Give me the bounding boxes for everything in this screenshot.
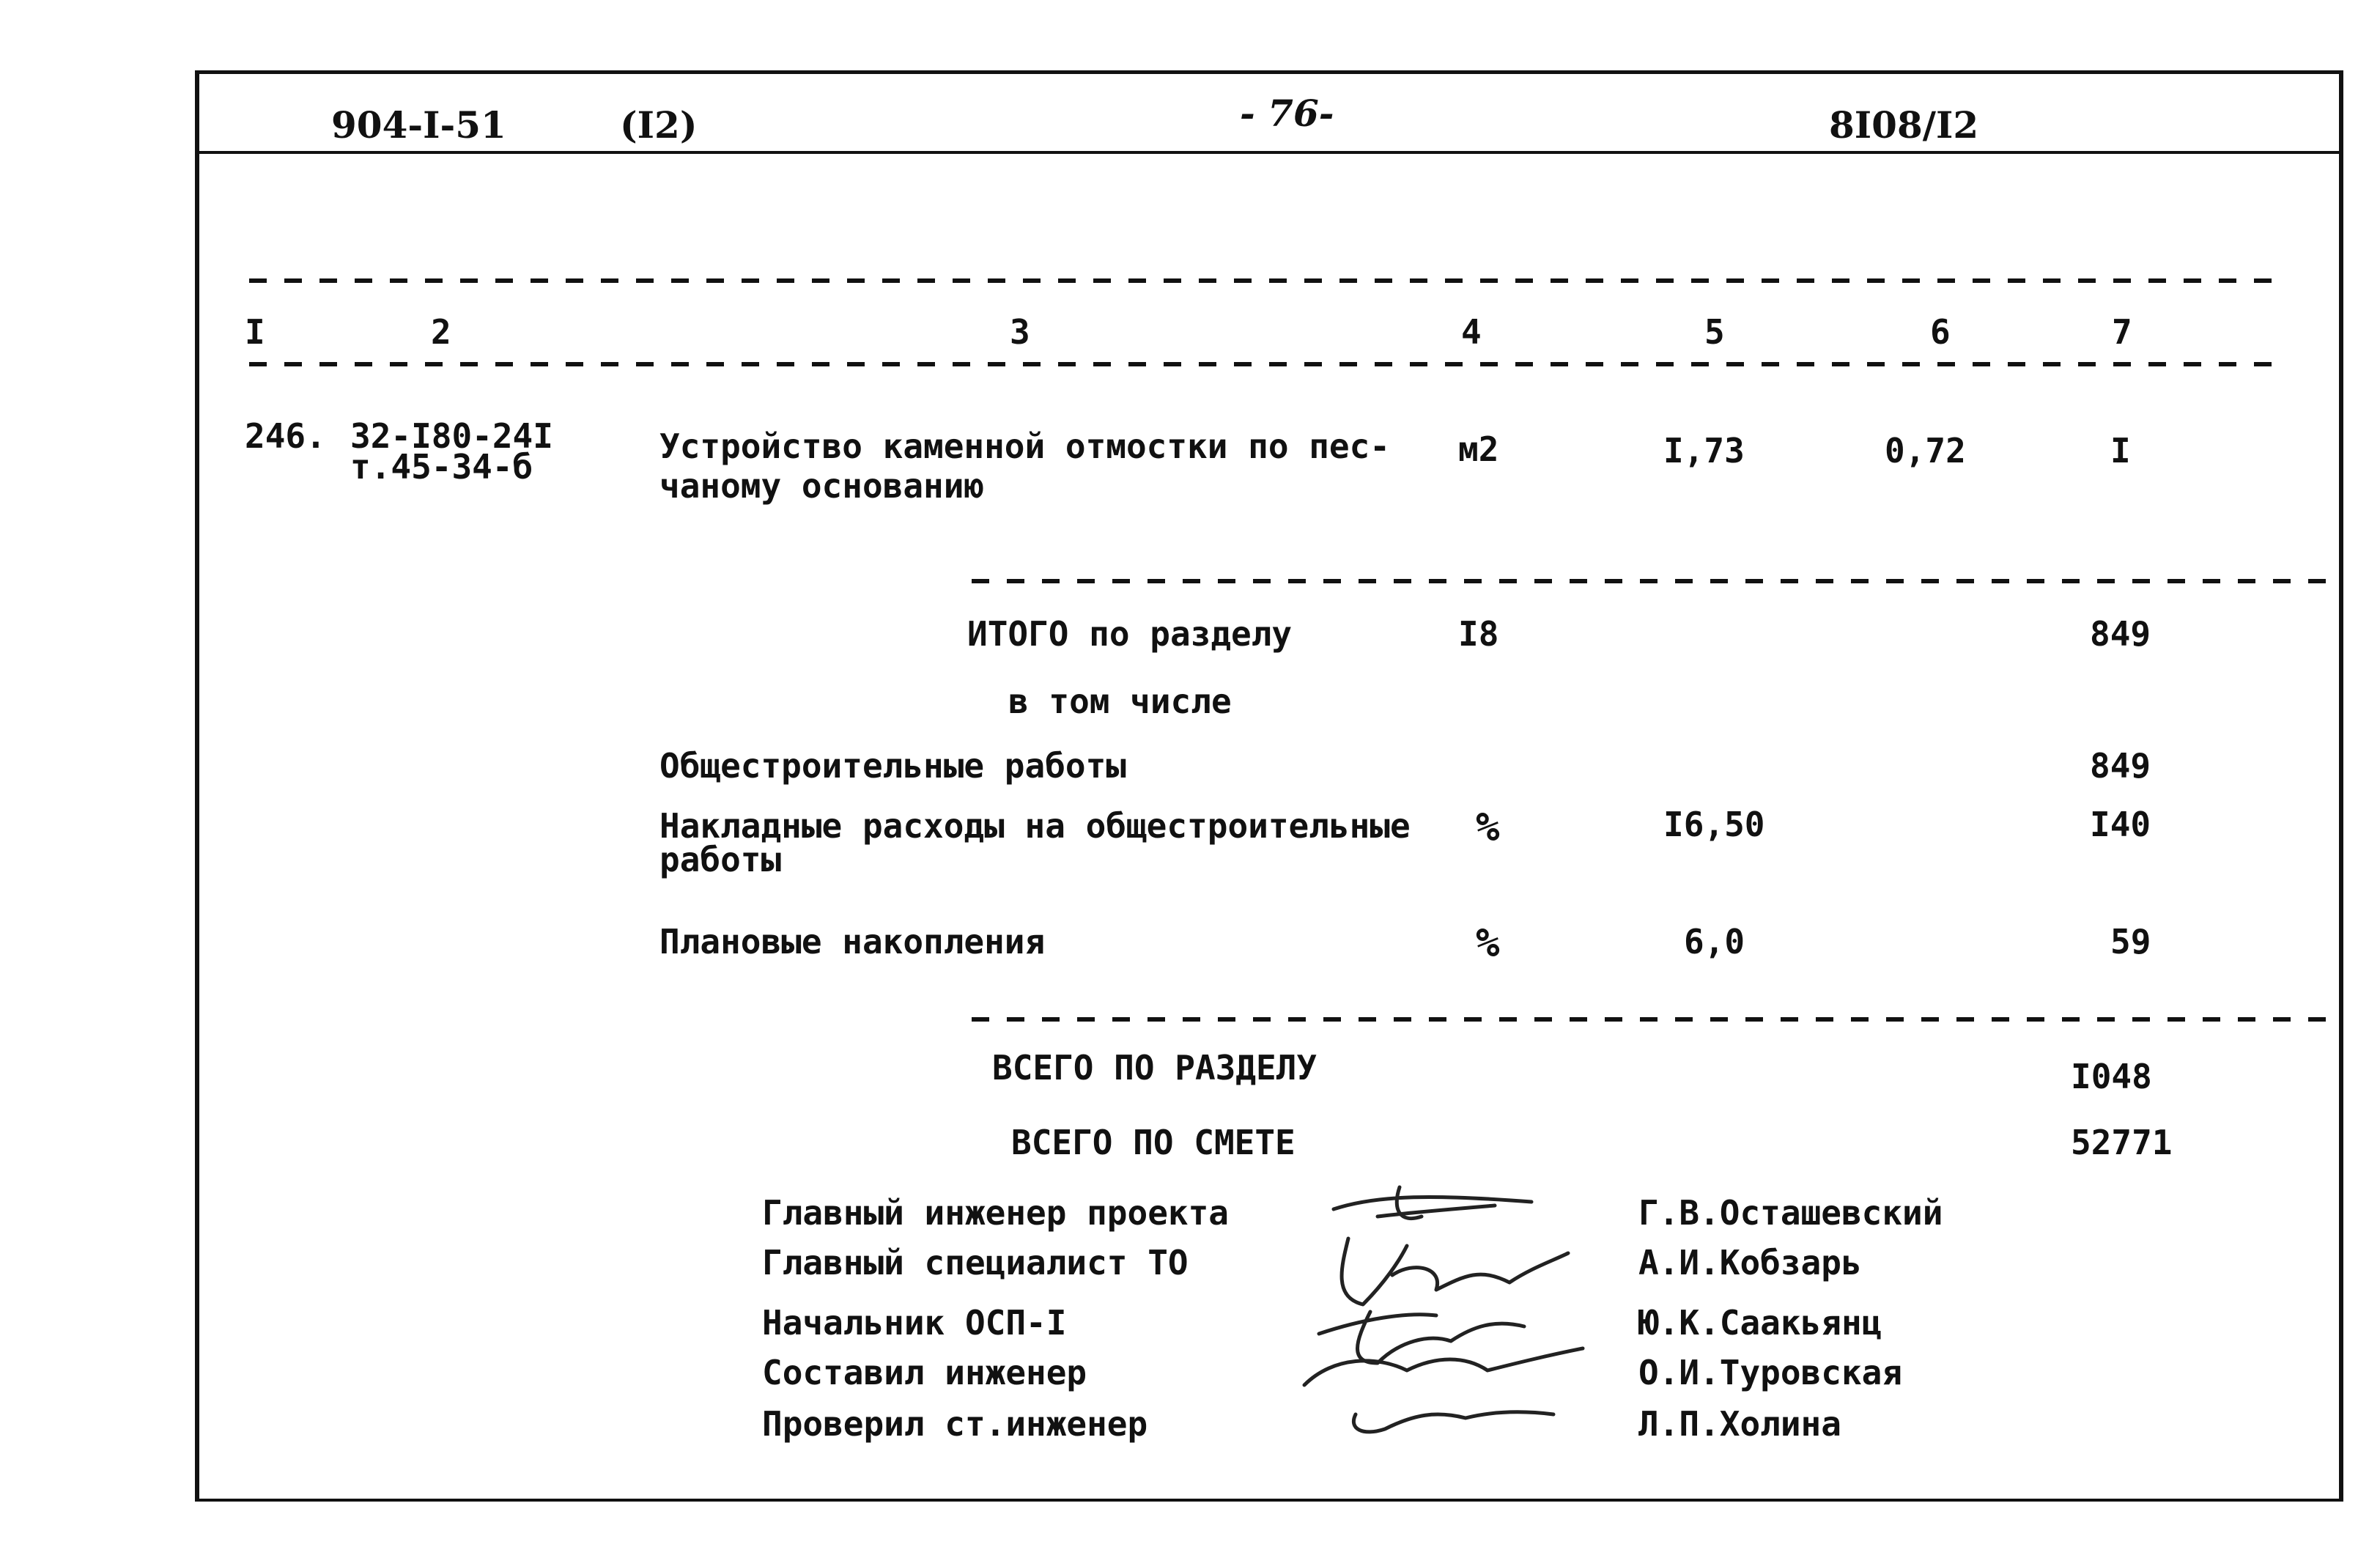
- row-col5-value: I,73: [1663, 431, 1745, 470]
- overhead-label-line1: Накладные расходы на общестроительные: [659, 806, 1411, 846]
- row-number: 246.: [245, 416, 326, 456]
- planned-savings-label: Плановые накопления: [659, 922, 1046, 961]
- signature-role-1: Главный инженер проекта: [762, 1193, 1229, 1233]
- col-number-5: 5: [1704, 312, 1725, 352]
- handwritten-signatures: [1290, 1173, 1634, 1451]
- col-number-4: 4: [1461, 312, 1482, 352]
- general-works-label: Общестроительные работы: [659, 746, 1126, 786]
- signature-name-5: Л.П.Холина: [1638, 1404, 1841, 1444]
- section-total-label: ИТОГО по разделу: [967, 614, 1293, 654]
- row-description-line1: Устройство каменной отмостки по пес-: [659, 427, 1390, 466]
- row-col6-value: 0,72: [1885, 431, 1966, 470]
- document-code: 8I08/I2: [1829, 103, 1979, 147]
- col-number-7: 7: [2112, 312, 2132, 352]
- grand-estimate-value: 52771: [2071, 1123, 2173, 1162]
- row-code-line1: 32-I80-24I: [350, 416, 553, 456]
- col-number-3: 3: [1010, 312, 1030, 352]
- grand-estimate-label: ВСЕГО ПО СМЕТЕ: [1011, 1123, 1296, 1162]
- col-number-2: 2: [431, 312, 451, 352]
- planned-value: 59: [2110, 922, 2151, 961]
- including-label: в том числе: [1008, 682, 1232, 721]
- col-number-1: I: [245, 312, 265, 352]
- grand-section-value: I048: [2071, 1057, 2152, 1096]
- project-code: 904-I-51: [331, 103, 506, 147]
- signature-name-1: Г.В.Осташевский: [1638, 1193, 1943, 1233]
- col-number-6: 6: [1930, 312, 1951, 352]
- header-rule: [195, 151, 2339, 154]
- planned-percent-sign: %: [1476, 920, 1500, 966]
- section-total-value: 849: [2090, 614, 2151, 654]
- signature-name-4: О.И.Туровская: [1638, 1353, 1903, 1392]
- overhead-percent-sign: %: [1476, 804, 1500, 850]
- page-frame: [195, 70, 2343, 1502]
- planned-rate: 6,0: [1684, 922, 1745, 961]
- signature-name-2: А.И.Кобзарь: [1638, 1243, 1862, 1282]
- dashed-rule-section-total: [972, 579, 2327, 583]
- row-unit: м2: [1458, 429, 1499, 469]
- dashed-rule-top: [249, 278, 2279, 283]
- page-number: - 76-: [1240, 92, 1334, 135]
- general-works-value: 849: [2090, 746, 2151, 786]
- row-code-line2: т.45-34-б: [350, 447, 533, 487]
- signature-role-2: Главный специалист ТО: [762, 1243, 1189, 1282]
- grand-section-label: ВСЕГО ПО РАЗДЕЛУ: [992, 1048, 1318, 1088]
- signature-name-3: Ю.К.Саакьянц: [1638, 1303, 1882, 1343]
- signature-role-4: Составил инженер: [762, 1353, 1087, 1392]
- overhead-value: I40: [2090, 805, 2151, 844]
- overhead-rate: I6,50: [1663, 805, 1765, 844]
- overhead-label-line2: работы: [659, 840, 782, 879]
- dashed-rule-bottom: [249, 362, 2279, 366]
- album-number: (I2): [620, 103, 698, 147]
- signature-role-3: Начальник ОСП-I: [762, 1303, 1067, 1343]
- signature-role-5: Проверил ст.инженер: [762, 1404, 1148, 1444]
- row-col7-value: I: [2110, 431, 2131, 470]
- dashed-rule-grand-total: [972, 1017, 2335, 1022]
- section-total-col4: I8: [1458, 614, 1499, 654]
- row-description-line2: чаному основанию: [659, 466, 985, 506]
